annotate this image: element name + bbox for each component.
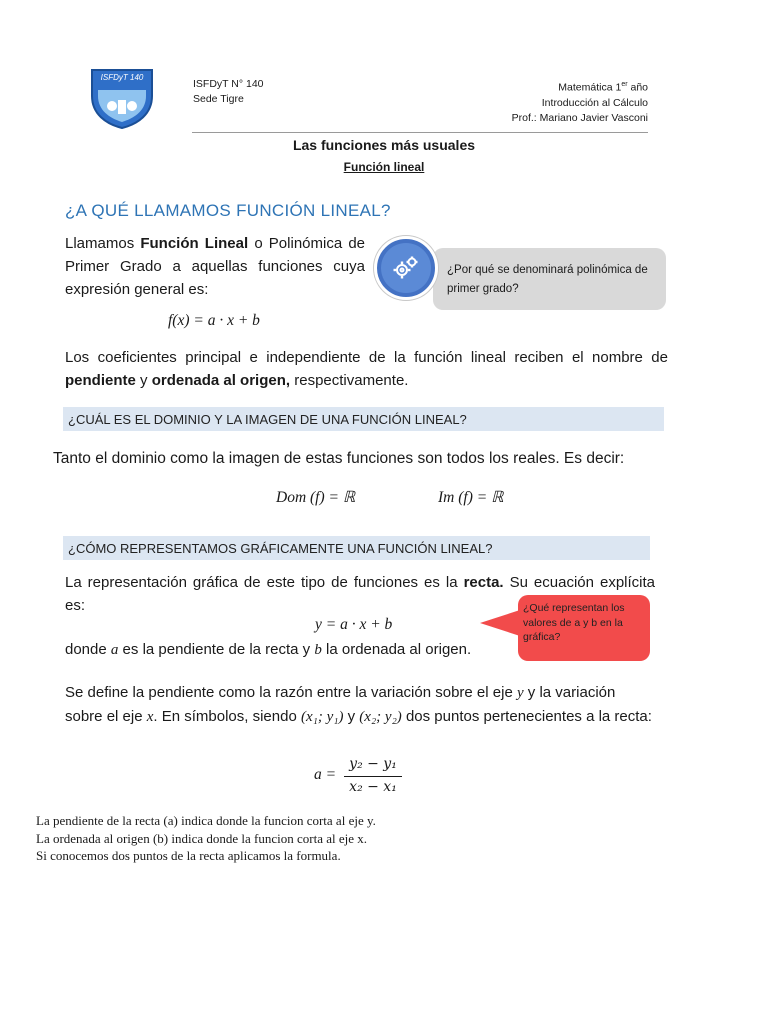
domain-formula: Dom (f) = ℝ — [276, 489, 356, 506]
section-heading-definition: ¿A QUÉ LLAMAMOS FUNCIÓN LINEAL? — [65, 201, 391, 220]
course-professor: Prof.: Mariano Javier Vasconi — [511, 111, 648, 124]
gear-icon — [381, 243, 431, 293]
header-divider — [192, 132, 648, 133]
coefficients-paragraph: Los coeficientes principal e independiente de la función lineal reciben el nombre de pendiente y ordenada al origen, respectivamente. — [65, 349, 668, 389]
section-heading-graph: ¿CÓMO REPRESENTAMOS GRÁFICAMENTE UNA FUNCIÓN LINEAL? — [68, 541, 493, 556]
institution-block — [193, 77, 264, 107]
slope-formula-denominator: x₂ − x₁ — [349, 779, 397, 795]
document-title: Las funciones más usuales — [292, 137, 476, 153]
course-subject: Introducción al Cálculo — [541, 96, 648, 109]
section-heading-domain: ¿CUÁL ES EL DOMINIO Y LA IMAGEN DE UNA FUNCIÓN LINEAL? — [68, 412, 467, 427]
slope-formula-lhs: a = — [314, 766, 337, 783]
course-name: Matemática 1er año — [558, 81, 648, 94]
course-block — [512, 77, 648, 126]
fraction-bar — [344, 776, 402, 777]
slope-formula-numerator: y₂ − y₁ — [349, 756, 397, 772]
general-formula: f(x) = a · x + b — [168, 312, 260, 329]
graph-question-note-text: ¿Qué representan los valores de a y b en la gráfica? — [523, 602, 625, 643]
red-note-pointer — [480, 610, 520, 636]
document-subtitle: Función lineal — [343, 160, 425, 174]
answer-line: Si conocemos dos puntos de la recta aplicamos la formula. — [36, 848, 341, 863]
question-note-text: ¿Por qué se denominará polinómica de primer grado? — [447, 264, 648, 295]
answer-line: La ordenada al origen (b) indica donde la funcion corta al eje x. — [36, 831, 367, 846]
slope-paragraph: Se define la pendiente como la razón entre la variación sobre el eje y y la variación sobre el eje x. En símbolos, siendo (x₁; y₁) y (x₂; y₂) dos puntos pertenecientes a la recta: — [65, 684, 652, 725]
representation-paragraph: La representación gráfica de este tipo de funciones es la recta. Su ecuación explícita es: — [65, 574, 656, 614]
institution-name: ISFDyT N° 140 — [193, 78, 264, 90]
image-formula: Im (f) = ℝ — [438, 489, 504, 506]
explicit-equation: y = a · x + b — [315, 616, 393, 633]
answer-line: La pendiente de la recta (a) indica donde la funcion corta al eje y. — [36, 813, 376, 828]
institution-campus: Sede Tigre — [193, 93, 244, 105]
logo-text: ISFDyT 140 — [100, 73, 144, 82]
donde-paragraph: donde a es la pendiente de la recta y b la ordenada al origen. — [65, 641, 472, 658]
domain-paragraph: Tanto el dominio como la imagen de estas funciones son todos los reales. Es decir: — [53, 450, 625, 467]
definition-paragraph: Llamamos Función Lineal o Polinómica de Primer Grado a aquellas funciones cuya expresión general es: — [65, 235, 366, 298]
